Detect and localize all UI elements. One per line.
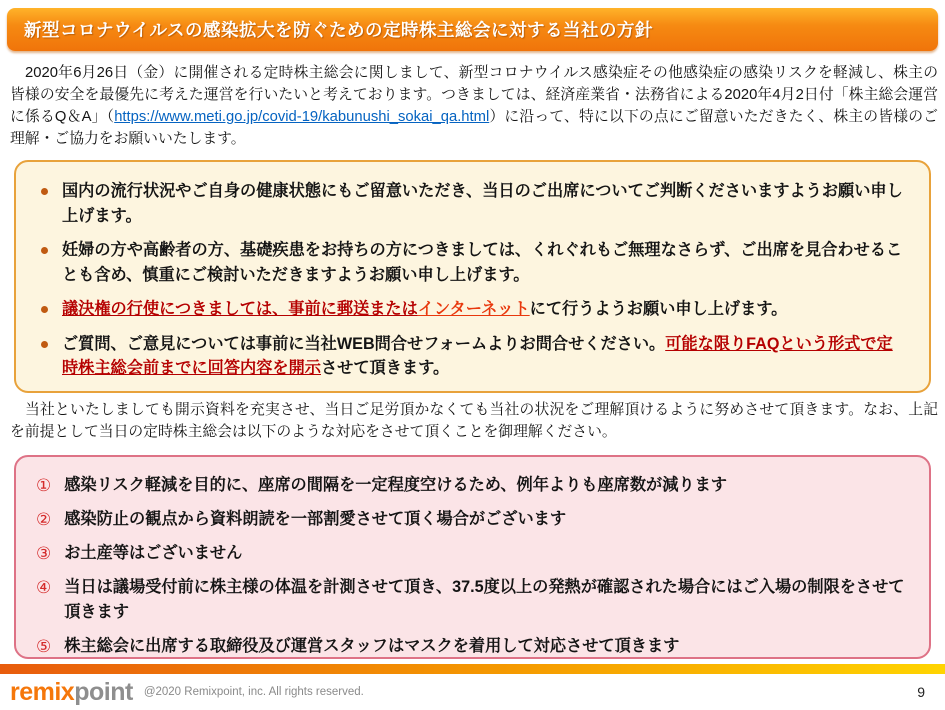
intro-text-post: ）に沿って、特に以下の点にご留意いただきたく、株主の皆様のご理解・ご協力をお願いいたします。: [10, 109, 938, 147]
notice-box: [14, 160, 931, 393]
footer: [0, 674, 945, 710]
notice-bullet-2: [62, 238, 903, 287]
title-bar: [7, 8, 938, 51]
circled-number-3: ③: [36, 544, 52, 563]
list-item: [38, 297, 903, 322]
measure-2-text: 感染防止の観点から資料朗読を一部割愛させて頂く場合がございます: [64, 510, 567, 528]
footer-accent-bar: [0, 664, 945, 674]
notice-bullet-3: [62, 297, 787, 322]
voting-rights-emphasis: 議決権の行使につきましては、事前に郵送または: [62, 300, 418, 318]
notice-bullet-2-text: 妊婦の方や高齢者の方、基礎疾患をお持ちの方につきましては、くれぐれもご無理なさらず、ご出席を見合わせることも含め、慎重にご検討いただきますようお願い申し上げます。: [62, 241, 903, 284]
list-item: [36, 473, 905, 498]
logo-point-text: point: [74, 677, 133, 706]
measure-4-text: 当日は議場受付前に株主様の体温を計測させて頂き、37.5度以上の発熱が確認された場合にはご入場の制限をさせて頂きます: [64, 578, 905, 621]
logo-remix-text: remix: [10, 677, 75, 706]
intro-paragraph: [10, 62, 938, 150]
notice-bullet-3-text: にて行うようお願い申し上げます。: [529, 300, 788, 318]
remixpoint-logo: [10, 678, 133, 707]
middle-paragraph: 当社といたしましても開示資料を充実させ、当日ご足労頂かなくても当社の状況をご理解頂けるように努めさせて頂きます。なお、上記を前提として当日の定時株主総会は以下のような対応をさせて頂くことを御理解ください。: [10, 402, 938, 440]
copyright-text: @2020 Remixpoint, inc. All rights reserved.: [143, 686, 364, 698]
circled-number-4: ④: [36, 578, 52, 597]
list-item: [36, 634, 905, 659]
notice-bullet-4-tail: させて頂きます。: [321, 359, 450, 377]
notice-bullet-4-text: ご質問、ご意見については事前に当社WEB問合せフォームよりお問合せください。: [62, 334, 666, 353]
measure-3-text: お土産等はございません: [64, 544, 243, 562]
page-number: 9: [917, 684, 925, 700]
bullet-dot-icon: [41, 247, 48, 254]
list-item: [36, 575, 905, 625]
intro-text-pre: 2020年6月26日（金）に開催される定時株主総会に関しまして、新型コロナウイルス感染症その他感染症の感染リスクを軽減し、株主の皆様の安全を最優先に考えた運営を行いたいと考えております。つきましては、経済産業省・法務省による2020年4月2日付「株主総会運営に係るQ＆A」（: [10, 65, 938, 125]
list-item: [38, 332, 903, 381]
circled-number-5: ⑤: [36, 637, 52, 656]
notice-bullet-4: [62, 332, 903, 381]
list-item: [38, 179, 903, 228]
faq-emphasis: 可能な限りFAQという形式で定時株主総会前までに回答内容を開示: [62, 334, 893, 377]
internet-emphasis: インターネット: [417, 300, 530, 318]
measures-box: [14, 455, 931, 659]
measure-5-text: 株主総会に出席する取締役及び運営スタッフはマスクを着用して対応させて頂きます: [64, 637, 680, 655]
circled-number-1: ①: [36, 476, 52, 495]
list-item: [38, 238, 903, 287]
bullet-dot-icon: [41, 341, 48, 348]
list-item: [36, 507, 905, 532]
meti-qa-link[interactable]: https://www.meti.go.jp/covid-19/kabunushi_sokai_qa.html: [114, 109, 490, 125]
notice-bullet-1-text: 国内の流行状況やご自身の健康状態にもご留意いただき、当日のご出席についてご判断くださいますようお願い申し上げます。: [62, 182, 903, 225]
notice-bullet-1: [62, 179, 903, 228]
page-title: 新型コロナウイルスの感染拡大を防ぐための定時株主総会に対する当社の方針: [24, 20, 653, 40]
bullet-dot-icon: [41, 188, 48, 195]
list-item: [36, 541, 905, 566]
bullet-dot-icon: [41, 306, 48, 313]
circled-number-2: ②: [36, 510, 52, 529]
measure-1-text: 感染リスク軽減を目的に、座席の間隔を一定程度空けるため、例年よりも座席数が減ります: [64, 476, 727, 494]
